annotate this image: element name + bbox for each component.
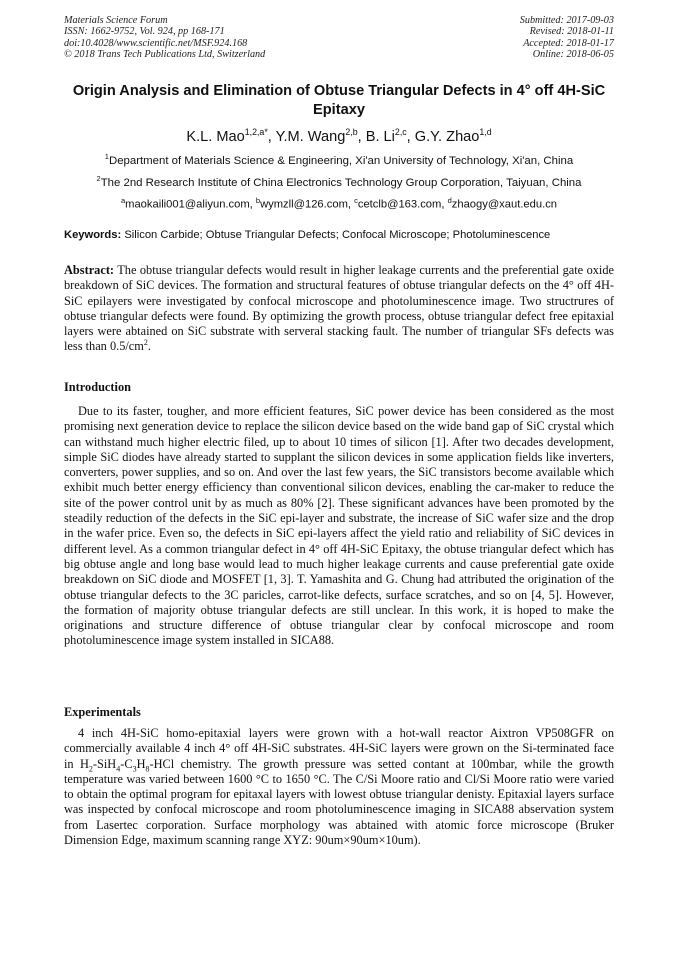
author-name: B. Li <box>365 128 395 145</box>
author-list: K.L. Mao$^{1,2,a*}$, Y.M. Wang$^{2,b}$, B. Li$^{2,c}$, G.Y. Zhao$^{1,d}$ <box>186 127 492 145</box>
section-heading: Experimentals <box>64 705 141 719</box>
journal-info <box>64 15 265 61</box>
author-emails: $^a$maokaili001@aliyun.com, $^b$wymzll@126.com, $^c$cetclb@163.com, $^d$zhaogy@xaut.edu.cn <box>120 196 558 211</box>
author-name: Y.M. Wang <box>275 128 346 145</box>
date-online: Online: 2018-06-05 <box>532 49 614 61</box>
email-address: wymzll@126.com <box>260 198 348 211</box>
email-superscript: a <box>120 196 126 205</box>
journal-issn: ISSN: 1662-9752, Vol. 924, pp 168-171 <box>64 26 225 38</box>
exp-subscript: 2 <box>88 764 93 774</box>
abstract-superscript: 2 <box>143 338 148 348</box>
email-superscript: c <box>354 196 358 205</box>
exp-subscript: 4 <box>116 764 121 774</box>
exp-text: -C <box>120 756 133 771</box>
keywords <box>64 228 614 242</box>
journal-name: Materials Science Forum <box>64 15 168 26</box>
paper-title: Origin Analysis and Elimination of Obtuse Triangular Defects in 4° off 4H-SiC Epitaxy <box>72 83 606 118</box>
affiliation-superscript: 1 <box>104 152 109 161</box>
abstract <box>64 263 614 355</box>
abstract-text: The obtuse triangular defects would result in higher leakage currents and the preferential gate oxide breakdown of SiC devices. The formation and structural features of obtuse triangular defects on the 4° off 4H-SiC epilayers were investigated by confocal microscope and photoluminescence image. Two structrures of obtuse triangular defects were found. By optimizing the growth process, obtuse triangular defect free epitaxial layers were abtained on SiC substrate with serveral stacking fault. The number of triangular SFs defects was less than 0.5/cm <box>64 263 614 354</box>
section-heading: Introduction <box>64 380 131 394</box>
introduction-paragraph: Due to its faster, tougher, and more efficient features, SiC power device has been considered as the most promising next generation device to replace the silicon device based on the wide band gap of SiC crystal which can withstand much higher electric filed, up to about 10 times of silicon [1]. After two decades development, simple SiC diodes have already started to supplant the silicon devices in some application fields like inverters, converters, power supplies, and so on. And over the last few years, the SiC transistors become available which exhibit much better energy efficiency than conventional silicon devices, enabling the car-maker to reduce the site of the power control unit by as much as 80% [2]. These significant advances have been promoted by the steadily reduction of the defects in the SiC epi-layer and substrate, the increase of SiC wafer size and the drop in the wafer price. Even so, the defects in SiC epi-layers affect the yield ratio and reliability of SiC devices in different level. As a common triangular defect in 4° off 4H-SiC Epitaxy, the obtuse triangular defect which has big obtuse angle and long base would lead to much higher leakage currents and cause preferential gate oxide breakdown on SiC diode and MOSFET [1, 3]. T. Yamashita and G. Chung had attributed the origination of the obtuse triangular defects to the 3C paricles, carrot-like defects, surface scratches, and so on [4, 5]. However, the formation of majority obtuse triangular defects are still unclear. In this work, it is hoped to make the originations and structure difference of obtuse triangular clear by confocal microscope and room photoluminescence image system installed in SICA88. <box>64 404 614 648</box>
exp-text: H <box>136 756 146 771</box>
exp-subscript: 8 <box>145 764 150 774</box>
exp-subscript: 3 <box>132 764 137 774</box>
author-superscript: 1,d <box>479 127 492 137</box>
exp-text: -HCl chemistry. The growth pressure was setted contant at 100mbar, while the growth temperature was varied between 1600 °C to 1650 °C. The C/Si Moore ratio and Cl/Si Moore ratio were varied to obtain the optimal program for epitaxal layers with lowest obtuse triangular denisty. Epitaxial layers surface was inspected by confocal microscope and room photoluminescence imaging in SICA88 abservation system from Lasertec corporation. Surface morphology was abtained with atomic force microscope (Bruker Dimension Edge, maximum scanning range XYZ: 90um×90um×10um). <box>64 756 614 848</box>
date-revised: Revised: 2018-01-11 <box>529 26 614 38</box>
journal-doi: doi:10.4028/www.scientific.net/MSF.924.168 <box>64 37 248 49</box>
author-superscript: 1,2,a* <box>244 127 268 137</box>
journal-copyright: © 2018 Trans Tech Publications Ltd, Switzerland <box>64 49 266 61</box>
email-address: cetclb@163.com <box>357 198 442 211</box>
affiliation <box>64 172 614 190</box>
author-superscript: 2,c <box>394 127 407 137</box>
affiliation <box>64 150 614 168</box>
keywords-label: Keywords: <box>64 229 122 241</box>
date-accepted: Accepted: 2018-01-17 <box>523 37 614 49</box>
abstract-end: . <box>147 339 151 354</box>
affiliation-text: Department of Materials Science & Engineering, Xi'an University of Technology, Xi'an, China <box>108 154 574 167</box>
email-superscript: d <box>447 196 452 205</box>
experimentals-paragraph <box>64 726 614 848</box>
author-name: K.L. Mao <box>186 128 245 145</box>
publication-dates <box>520 15 614 61</box>
exp-text: 4 inch 4H-SiC homo-epitaxial layers were grown with a hot-wall reactor Aixtron VP508GFR on commercially available 4 inch 4° off 4H-SiC substrates. 4H-SiC layers were grown on the Si-terminated face in H <box>64 726 614 771</box>
exp-text: -SiH <box>92 756 117 771</box>
email-address: zhaogy@xaut.edu.cn <box>451 198 558 211</box>
date-submitted: Submitted: 2017-09-03 <box>519 15 614 26</box>
affiliation-superscript: 2 <box>96 174 101 183</box>
keywords-text: Silicon Carbide; Obtuse Triangular Defects; Confocal Microscope; Photoluminescence <box>124 229 551 241</box>
author-name: G.Y. Zhao <box>414 128 480 145</box>
abstract-label: Abstract: <box>64 263 115 277</box>
email-superscript: b <box>255 196 261 205</box>
author-superscript: 2,b <box>345 127 358 137</box>
email-address: maokaili001@aliyun.com <box>125 198 250 211</box>
affiliation-text: The 2nd Research Institute of China Electronics Technology Group Corporation, Taiyuan, China <box>100 176 582 189</box>
